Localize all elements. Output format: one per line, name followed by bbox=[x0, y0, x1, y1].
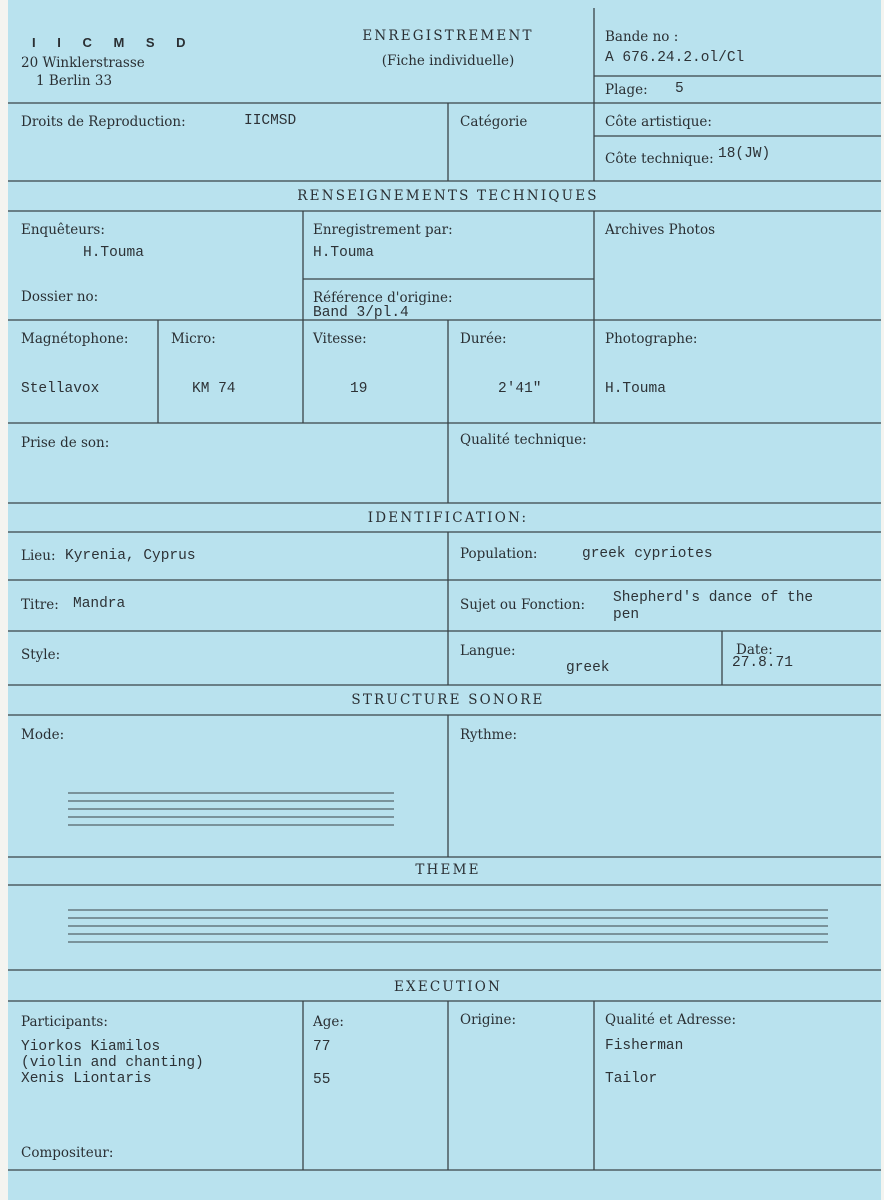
participants-label: Participants: bbox=[21, 1014, 108, 1030]
cote-artistique-label: Côte artistique: bbox=[605, 114, 712, 130]
cote-technique-label: Côte technique: bbox=[605, 151, 714, 167]
compositeur-label: Compositeur: bbox=[21, 1145, 114, 1161]
sujet-value-line-1: Shepherd's dance of the bbox=[613, 590, 814, 606]
mode-staff-lines bbox=[68, 793, 394, 825]
participant-1-name: Yiorkos Kiamilos bbox=[21, 1039, 161, 1055]
cote-technique-value: 18(JW) bbox=[718, 146, 771, 162]
bande-value: A 676.24.2.ol/Cl bbox=[605, 50, 745, 66]
plage-value: 5 bbox=[675, 81, 684, 97]
enregistrement-par-label: Enregistrement par: bbox=[313, 222, 453, 238]
micro-value: KM 74 bbox=[192, 381, 236, 397]
origine-label: Origine: bbox=[460, 1012, 517, 1028]
section-title-structure: STRUCTURE SONORE bbox=[351, 692, 545, 708]
theme-staff-lines bbox=[68, 910, 828, 942]
categorie-label: Catégorie bbox=[460, 114, 528, 130]
vitesse-value: 19 bbox=[350, 381, 368, 397]
enregistrement-par-value: H.Touma bbox=[313, 245, 374, 261]
section-title-technical: RENSEIGNEMENTS TECHNIQUES bbox=[297, 188, 599, 204]
duree-label: Durée: bbox=[460, 331, 507, 347]
dossier-label: Dossier no: bbox=[21, 289, 99, 305]
rythme-label: Rythme: bbox=[460, 727, 518, 743]
date-label: Date: bbox=[736, 642, 773, 658]
bande-label: Bande no : bbox=[605, 29, 679, 45]
archives-photos-label: Archives Photos bbox=[605, 222, 715, 238]
photographe-value: H.Touma bbox=[605, 381, 666, 397]
photographe-label: Photographe: bbox=[605, 331, 698, 347]
langue-value: greek bbox=[566, 660, 610, 676]
lieu-value: Kyrenia, Cyprus bbox=[65, 548, 196, 564]
style-label: Style: bbox=[21, 647, 61, 663]
institution-logo: I I C M S D bbox=[32, 35, 195, 50]
participant-1-qualite: Fisherman bbox=[605, 1038, 684, 1054]
population-value: greek cypriotes bbox=[582, 546, 713, 562]
droits-value: IICMSD bbox=[244, 113, 297, 129]
enqueteurs-label: Enquêteurs: bbox=[21, 222, 105, 238]
section-title-identification: IDENTIFICATION: bbox=[367, 510, 529, 526]
participant-2-age: 55 bbox=[313, 1072, 331, 1088]
reference-label: Référence d'origine: bbox=[313, 290, 453, 306]
participant-1-age: 77 bbox=[313, 1039, 331, 1055]
participant-1-detail: (violin and chanting) bbox=[21, 1055, 204, 1071]
vitesse-label: Vitesse: bbox=[313, 331, 367, 347]
titre-value: Mandra bbox=[73, 596, 126, 612]
magnetophone-label: Magnétophone: bbox=[21, 331, 129, 347]
mode-label: Mode: bbox=[21, 727, 65, 743]
section-title-theme: THEME bbox=[415, 862, 481, 878]
langue-label: Langue: bbox=[460, 643, 516, 659]
plage-label: Plage: bbox=[605, 82, 648, 98]
enqueteurs-value: H.Touma bbox=[83, 245, 144, 261]
prise-de-son-label: Prise de son: bbox=[21, 435, 110, 451]
droits-label: Droits de Reproduction: bbox=[21, 114, 186, 130]
reference-value: Band 3/pl.4 bbox=[313, 305, 409, 321]
address-line-2: 1 Berlin 33 bbox=[36, 73, 113, 89]
titre-label: Titre: bbox=[21, 597, 59, 613]
duree-value: 2'41" bbox=[498, 381, 542, 397]
sujet-value-line-2: pen bbox=[613, 607, 640, 623]
qualite-technique-label: Qualité technique: bbox=[460, 432, 587, 448]
sujet-label: Sujet ou Fonction: bbox=[460, 597, 586, 613]
date-value: 27.8.71 bbox=[732, 655, 793, 671]
card-title: ENREGISTREMENT bbox=[362, 28, 534, 44]
population-label: Population: bbox=[460, 546, 538, 562]
participant-2-qualite: Tailor bbox=[605, 1071, 658, 1087]
qualite-adresse-label: Qualité et Adresse: bbox=[605, 1012, 737, 1028]
card-subtitle: (Fiche individuelle) bbox=[381, 53, 515, 69]
micro-label: Micro: bbox=[171, 331, 216, 347]
address-line-1: 20 Winklerstrasse bbox=[21, 55, 145, 71]
lieu-label: Lieu: bbox=[21, 548, 56, 564]
magnetophone-value: Stellavox bbox=[21, 381, 100, 397]
recording-card bbox=[8, 0, 881, 1200]
section-title-execution: EXECUTION bbox=[393, 979, 503, 995]
age-label: Age: bbox=[313, 1014, 344, 1030]
participant-2-name: Xenis Liontaris bbox=[21, 1071, 152, 1087]
